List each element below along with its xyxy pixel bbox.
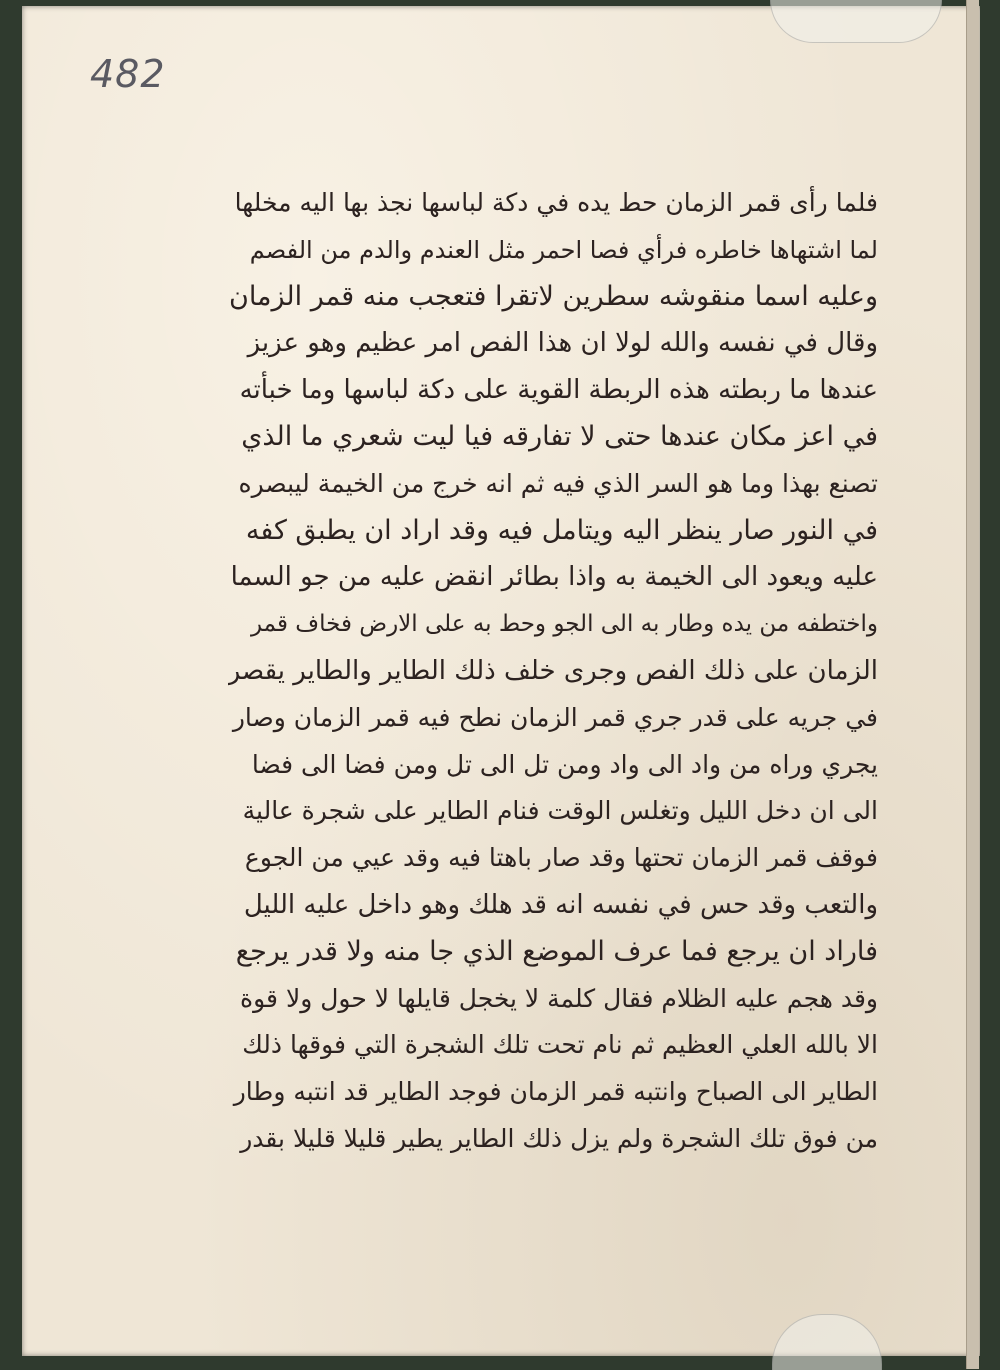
manuscript-line: في النور صار ينظر اليه ويتامل فيه وقد اراد ان يطبق كفه xyxy=(245,514,878,546)
manuscript-line: فوقف قمر الزمان تحتها وقد صار باهتا فيه وقد عيي من الجوع xyxy=(244,843,878,873)
manuscript-text xyxy=(228,180,878,1163)
manuscript-line: تصنع بهذا وما هو السر الذي فيه ثم انه خرج من الخيمة ليبصره xyxy=(238,468,878,498)
manuscript-line: عليه ويعود الى الخيمة به واذا بطائر انقض عليه من جو السما xyxy=(230,562,878,593)
folio-number: 482 xyxy=(90,52,166,96)
manuscript-line: من فوق تلك الشجرة ولم يزل ذلك الطاير يطير قليلا قليلا بقدر xyxy=(240,1123,878,1153)
clip-top xyxy=(770,0,942,43)
page-fold xyxy=(966,0,979,1369)
manuscript-line: وقد هجم عليه الظلام فقال كلمة لا يخجل قايلها لا حول ولا قوة xyxy=(240,983,878,1013)
manuscript-line: عندها ما ربطته هذه الربطة القوية على دكة لباسها وما خبأته xyxy=(239,375,878,406)
manuscript-line: في اعز مكان عندها حتى لا تفارقه فيا ليت شعري ما الذي xyxy=(241,420,878,452)
manuscript-line: لما اشتهاها خاطره فرأي فصا احمر مثل العندم والدم من الفصم xyxy=(249,235,878,264)
manuscript-line: فاراد ان يرجع فما عرف الموضع الذي جا منه ولا قدر يرجع xyxy=(235,935,878,967)
manuscript-line: والتعب وقد حس في نفسه انه قد هلك وهو داخل عليه الليل xyxy=(243,889,878,920)
manuscript-line: يجري وراه من واد الى واد ومن تل الى تل ومن فضا الى فضا xyxy=(251,749,878,779)
manuscript-line: في جريه على قدر جري قمر الزمان نطح فيه قمر الزمان وصار xyxy=(232,702,878,732)
manuscript-line: الطاير الى الصباح وانتبه قمر الزمان فوجد الطاير قد انتبه وطار xyxy=(233,1077,878,1107)
manuscript-line: فلما رأى قمر الزمان حط يده في دكة لباسها نجذ بها اليه مخلها xyxy=(234,188,878,217)
manuscript-line: الزمان على ذلك الفص وجرى خلف ذلك الطاير والطاير يقصر xyxy=(228,655,878,686)
manuscript-line: واختطفه من يده وطار به الى الجو وحط به على الارض فخاف قمر xyxy=(250,611,878,638)
manuscript-line: وعليه اسما منقوشه سطرين لاتقرا فتعجب منه قمر الزمان xyxy=(228,280,878,312)
manuscript-line: وقال في نفسه والله لولا ان هذا الفص امر عظيم وهو عزيز xyxy=(247,328,878,359)
manuscript-line: الا بالله العلي العظيم ثم نام تحت تلك الشجرة التي فوقها ذلك xyxy=(242,1030,878,1060)
manuscript-line: الى ان دخل الليل وتغلس الوقت فنام الطاير على شجرة عالية xyxy=(242,796,878,826)
